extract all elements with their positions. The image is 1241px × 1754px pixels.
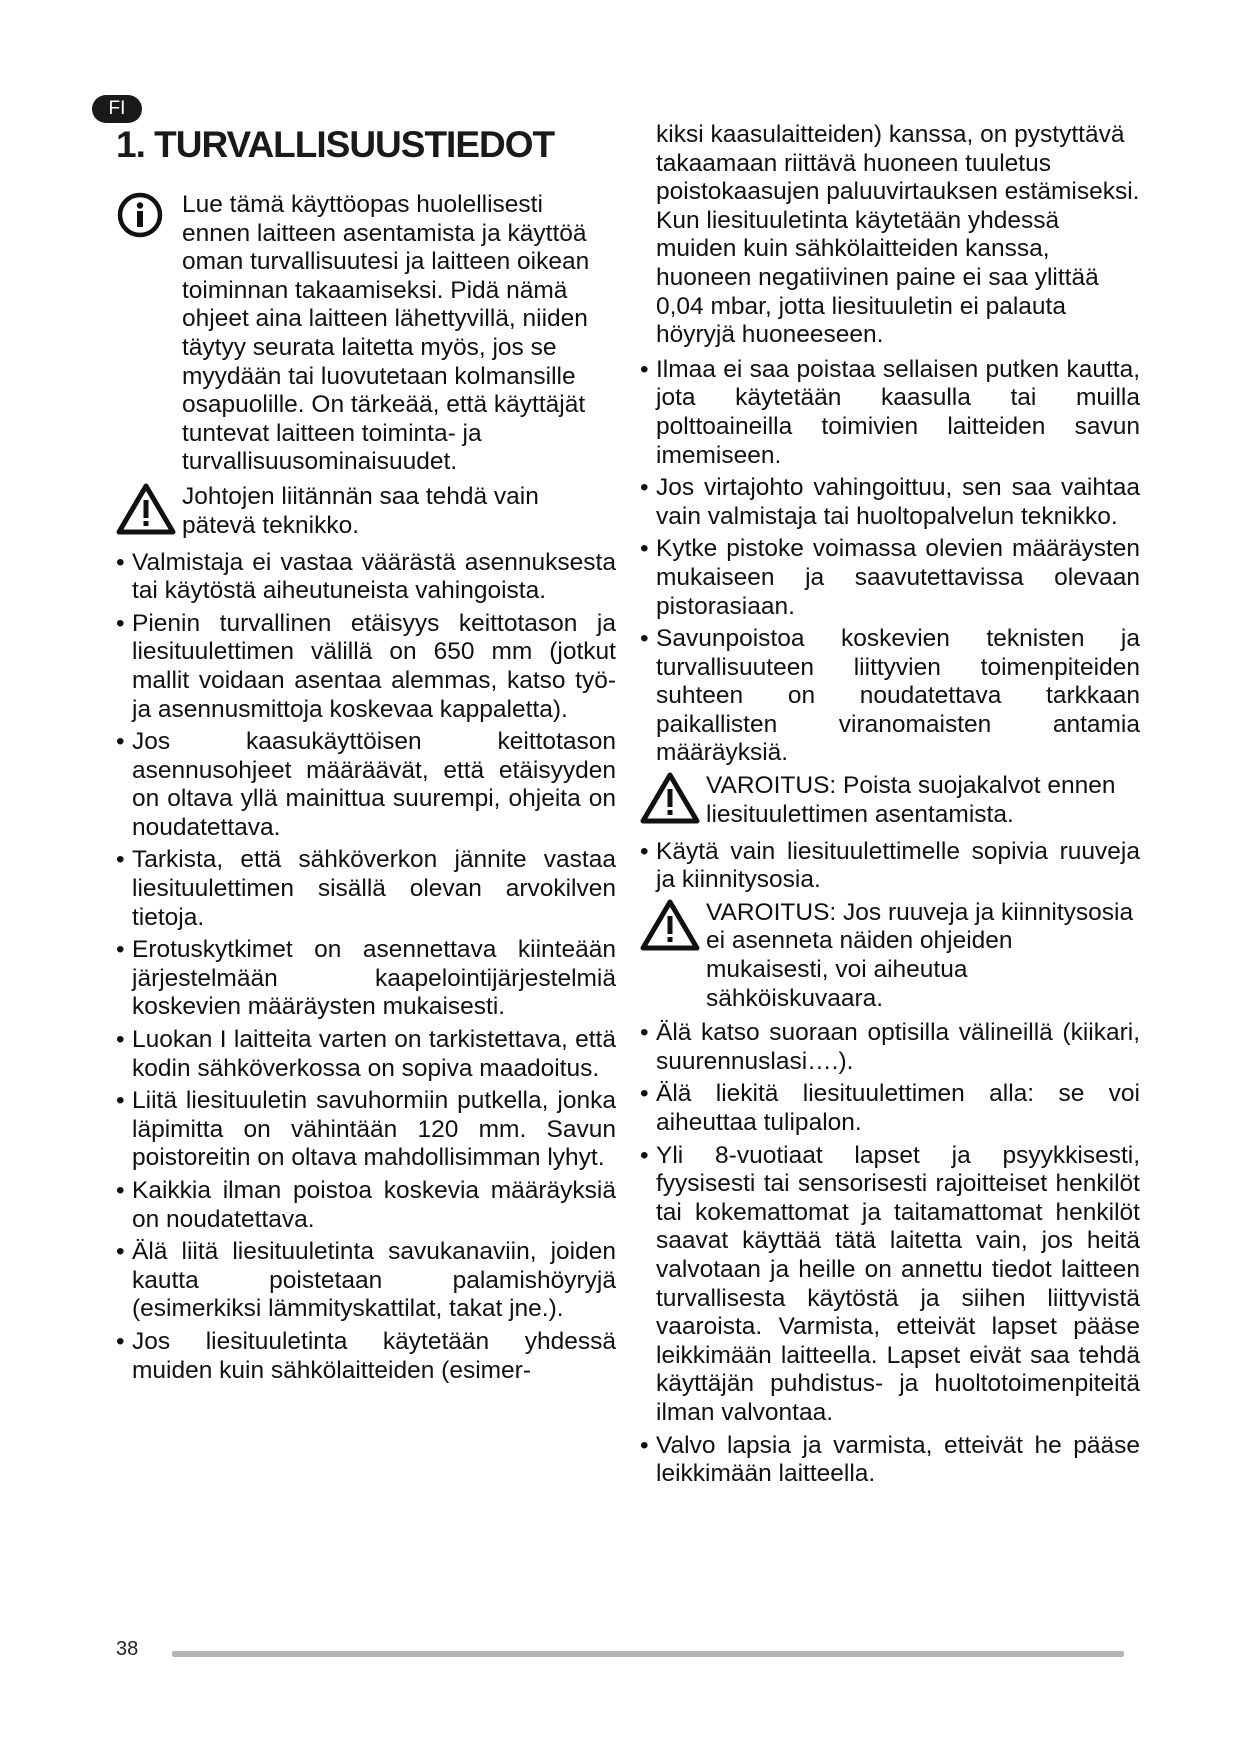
list-item: • Älä liekitä liesituulettimen alla: se voi aiheuttaa tulipalon.	[640, 1080, 1140, 1137]
list-item: • Luokan I laitteita varten on tarkistettava, että kodin sähköverkossa on sopiva maadoitus.	[116, 1026, 616, 1083]
info-notice	[116, 191, 616, 477]
right-bullet-list-a	[640, 356, 1140, 768]
warning-icon	[116, 483, 182, 543]
warning-screws	[640, 899, 1140, 1013]
warning-wiring	[116, 483, 616, 543]
list-item: • Tarkista, että sähköverkon jännite vastaa liesituulettimen sisällä olevan arvokilven tietoja.	[116, 846, 616, 932]
left-bullet-list	[116, 549, 616, 1386]
list-item: • Kytke pistoke voimassa olevien määräysten mukaiseen ja saavutettavissa olevaan pistorasiaan.	[640, 535, 1140, 621]
left-column	[116, 191, 616, 1389]
list-item: • Valvo lapsia ja varmista, etteivät he pääse leikkimään laitteella.	[640, 1432, 1140, 1489]
warning-icon	[640, 772, 706, 832]
continued-paragraph: kiksi kaasulaitteiden) kanssa, on pystyttävä takaamaan riittävä huoneen tuuletus poistokaasujen paluuvirtauksen estämiseksi. Kun liesituuletinta käytetään yhdessä muiden kuin sähkölaitteiden kanssa, huoneen negatiivinen paine ei saa ylittää 0,04 mbar, jotta liesituuletin ei palauta höyryjä huoneeseen.	[656, 121, 1140, 349]
right-column	[640, 121, 1140, 1493]
footer-rule	[172, 1651, 1124, 1657]
warning-icon	[640, 899, 706, 959]
list-item: • Valmistaja ei vastaa väärästä asennuksesta tai käytöstä aiheutuneista vahingoista.	[116, 549, 616, 606]
right-bullet-list-screws	[640, 838, 1140, 895]
list-item: • Käytä vain liesituulettimelle sopivia ruuveja ja kiinnitysosia.	[640, 838, 1140, 895]
warning-screws-text: VAROITUS: Jos ruuveja ja kiinnitysosia ei asenneta näiden ohjeiden mukaisesti, voi aiheutua sähköiskuvaara.	[706, 898, 1134, 1012]
list-item: • Älä liitä liesituuletinta savukanaviin, joiden kautta poistetaan palamishöyryjä (esimerkiksi lämmityskattilat, takat jne.).	[116, 1238, 616, 1324]
list-item: • Liitä liesituuletin savuhormiin putkella, jonka läpimitta on vähintään 120 mm. Savun poistoreitin on oltava mahdollisimman lyhyt.	[116, 1087, 616, 1173]
list-item: • Savunpoistoa koskevien teknisten ja turvallisuuteen liittyvien toimenpiteiden suhteen on noudatettava tarkkaan paikallisten viranomaisten antamia määräyksiä.	[640, 625, 1140, 768]
language-badge: FI	[92, 95, 142, 123]
list-item: • Yli 8-vuotiaat lapset ja psyykkisesti, fyysisesti tai sensorisesti rajoitteiset henkilöt tai kokemattomat ja taitamattomat henkilöt saavat käyttää tätä laitetta vain, jos heitä valvotaan ja heille on annettu tiedot laitteen turvallisesta käytöstä ja siihen liittyvistä vaaroista. Varmista, etteivät lapset pääse leikkimään laitteella. Lapset eivät saa tehdä käyttäjän puhdistus- ja huoltotoimenpiteitä ilman valvontaa.	[640, 1142, 1140, 1428]
warning-film	[640, 772, 1140, 832]
info-notice-text: Lue tämä käyttöopas huolellisesti ennen laitteen asentamista ja käyttöä oman turvallisuutesi ja laitteen oikean toiminnan takaamiseksi. Pidä nämä ohjeet aina laitteen lähettyvillä, niiden täytyy seurata laitetta myös, jos se myydään tai luovutetaan kolmansille osapuolille. On tärkeää, että käyttäjät tuntevat laitteen toiminta- ja turvallisuusominaisuudet.	[182, 191, 590, 476]
list-item: • Erotuskytkimet on asennettava kiinteään järjestelmään kaapelointijärjestelmiä koskevien määräysten mukaisesti.	[116, 936, 616, 1022]
list-item: • Pienin turvallinen etäisyys keittotason ja liesituulettimen välillä on 650 mm (jotkut mallit voidaan asentaa alemmas, katso työ- ja asennusmittoja koskevaa kappaletta).	[116, 610, 616, 724]
page-number: 38	[116, 1638, 139, 1660]
section-title: 1. TURVALLISUUSTIEDOT	[116, 124, 555, 165]
warning-film-text: VAROITUS: Poista suojakalvot ennen liesituulettimen asentamista.	[706, 772, 1116, 828]
list-item: • Ilmaa ei saa poistaa sellaisen putken kautta, jota käytetään kaasulla tai muilla polttoaineilla toimivien laitteiden savun imemiseen.	[640, 356, 1140, 470]
warning-wiring-text: Johtojen liitännän saa tehdä vain pätevä teknikko.	[182, 482, 539, 539]
list-item: • Kaikkia ilman poistoa koskevia määräyksiä on noudatettava.	[116, 1177, 616, 1234]
right-bullet-list-b	[640, 1019, 1140, 1489]
list-item: • Jos virtajohto vahingoittuu, sen saa vaihtaa vain valmistaja tai huoltopalvelun teknikko.	[640, 474, 1140, 531]
list-item: • Älä katso suoraan optisilla välineillä (kiikari, suurennuslasi….).	[640, 1019, 1140, 1076]
info-icon	[116, 191, 182, 247]
list-item: • Jos liesituuletinta käytetään yhdessä muiden kuin sähkölaitteiden (esimer-	[116, 1328, 616, 1385]
list-item: • Jos kaasukäyttöisen keittotason asennusohjeet määräävät, että etäisyyden on oltava yllä mainittua suurempi, ohjeita on noudatettava.	[116, 728, 616, 842]
